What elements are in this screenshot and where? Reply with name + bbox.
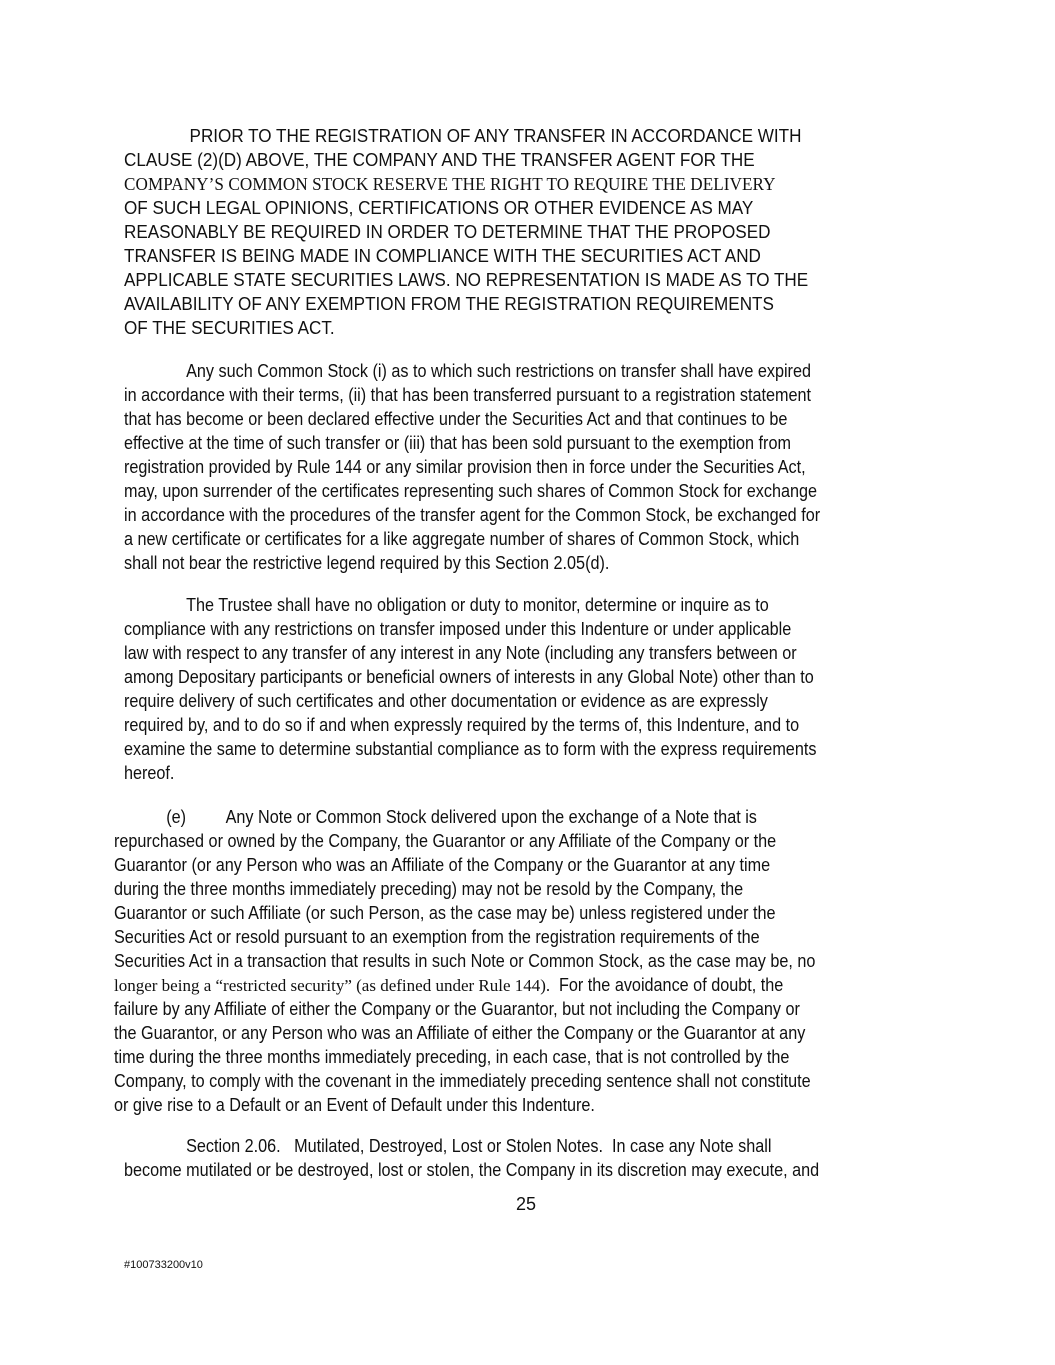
text-line: required by, and to do so if and when expressly required by the terms of, this Indenture, and to xyxy=(124,715,800,735)
text-line xyxy=(114,805,815,829)
legend-paragraph xyxy=(124,124,844,340)
text-line: Guarantor or such Affiliate (or such Person, as the case may be) unless registered under the xyxy=(114,903,776,923)
clause-first-line: Any Note or Common Stock delivered upon the exchange of a Note that is xyxy=(225,807,757,827)
text-line: Section 2.06. Mutilated, Destroyed, Lost or Stolen Notes. In case any Note shall xyxy=(186,1136,772,1156)
clause-marker: (e) xyxy=(166,807,186,827)
text-line: examine the same to determine substantial compliance as to form with the express requirements xyxy=(124,739,817,759)
text-line: Company, to comply with the covenant in the immediately preceding sentence shall not constitute xyxy=(114,1071,811,1091)
text-line: PRIOR TO THE REGISTRATION OF ANY TRANSFER IN ACCORDANCE WITH xyxy=(189,126,802,146)
text-line: may, upon surrender of the certificates representing such shares of Common Stock for exchange xyxy=(124,481,818,501)
clause-e-paragraph xyxy=(114,805,893,1117)
text-line: the Guarantor, or any Person who was an Affiliate of either the Company or the Guarantor at any xyxy=(114,1023,806,1043)
text-line: APPLICABLE STATE SECURITIES LAWS. NO REPRESENTATION IS MADE AS TO THE xyxy=(124,270,809,290)
text-line: during the three months immediately preceding) may not be resold by the Company, the xyxy=(114,879,744,899)
text-line: The Trustee shall have no obligation or duty to monitor, determine or inquire as to xyxy=(186,595,769,615)
text-line: TRANSFER IS BEING MADE IN COMPLIANCE WITH THE SECURITIES ACT AND xyxy=(124,246,761,266)
text-line: COMPANY’S COMMON STOCK RESERVE THE RIGHT TO REQUIRE THE DELIVERY xyxy=(124,174,776,194)
text-line: repurchased or owned by the Company, the Guarantor or any Affiliate of the Company or the xyxy=(114,831,777,851)
common-stock-paragraph xyxy=(124,359,897,575)
document-id: #100733200v10 xyxy=(124,1259,203,1271)
page-number: 25 xyxy=(516,1194,537,1214)
trustee-paragraph xyxy=(124,593,893,785)
text-line: failure by any Affiliate of either the Company or the Guarantor, but not including the Company or xyxy=(114,999,800,1019)
text-line: among Depositary participants or beneficial owners of interests in any Global Note) other than to xyxy=(124,667,814,687)
text-line: require delivery of such certificates and other documentation or evidence as are expressly xyxy=(124,691,768,711)
text-line: Guarantor (or any Person who was an Affiliate of the Company or the Guarantor at any time xyxy=(114,855,771,875)
sans-text: For the avoidance of doubt, the xyxy=(559,975,784,995)
text-line: hereof. xyxy=(124,763,175,783)
text-line: a new certificate or certificates for a like aggregate number of shares of Common Stock, which xyxy=(124,529,800,549)
text-line: Securities Act in a transaction that results in such Note or Common Stock, as the case may be, no xyxy=(114,951,816,971)
text-line: compliance with any restrictions on transfer imposed under this Indenture or under applicable xyxy=(124,619,792,639)
text-line: Securities Act or resold pursuant to an exemption from the registration requirements of the xyxy=(114,927,760,947)
text-line: effective at the time of such transfer or (iii) that has been sold pursuant to the exemption from xyxy=(124,433,791,453)
text-line: time during the three months immediately preceding, in each case, that is not controlled by the xyxy=(114,1047,790,1067)
text-line: registration provided by Rule 144 or any similar provision then in force under the Securities Act, xyxy=(124,457,806,477)
serif-text: longer being a “restricted security” (as defined under Rule 144). xyxy=(114,976,551,995)
text-line: or give rise to a Default or an Event of Default under this Indenture. xyxy=(114,1095,595,1115)
text-line xyxy=(114,973,893,997)
text-line: that has become or been declared effective under the Securities Act and that continues to be xyxy=(124,409,788,429)
text-line: CLAUSE (2)(D) ABOVE, THE COMPANY AND THE TRANSFER AGENT FOR THE xyxy=(124,150,755,170)
text-line: law with respect to any transfer of any interest in any Note (including any transfers between or xyxy=(124,643,797,663)
text-line: OF THE SECURITIES ACT. xyxy=(124,318,335,338)
text-line: become mutilated or be destroyed, lost or stolen, the Company in its discretion may execute, and xyxy=(124,1160,820,1180)
text-line: Any such Common Stock (i) as to which such restrictions on transfer shall have expired xyxy=(186,361,811,381)
text-line: REASONABLY BE REQUIRED IN ORDER TO DETERMINE THAT THE PROPOSED xyxy=(124,222,771,242)
text-line: in accordance with the procedures of the transfer agent for the Common Stock, be exchanged for xyxy=(124,505,821,525)
section-2-06-paragraph xyxy=(124,1134,896,1182)
text-line: in accordance with their terms, (ii) that has been transferred pursuant to a registration statement xyxy=(124,385,812,405)
text-line: shall not bear the restrictive legend required by this Section 2.05(d). xyxy=(124,553,610,573)
text-line: AVAILABILITY OF ANY EXEMPTION FROM THE REGISTRATION REQUIREMENTS xyxy=(124,294,774,314)
text-line: OF SUCH LEGAL OPINIONS, CERTIFICATIONS OR OTHER EVIDENCE AS MAY xyxy=(124,198,754,218)
